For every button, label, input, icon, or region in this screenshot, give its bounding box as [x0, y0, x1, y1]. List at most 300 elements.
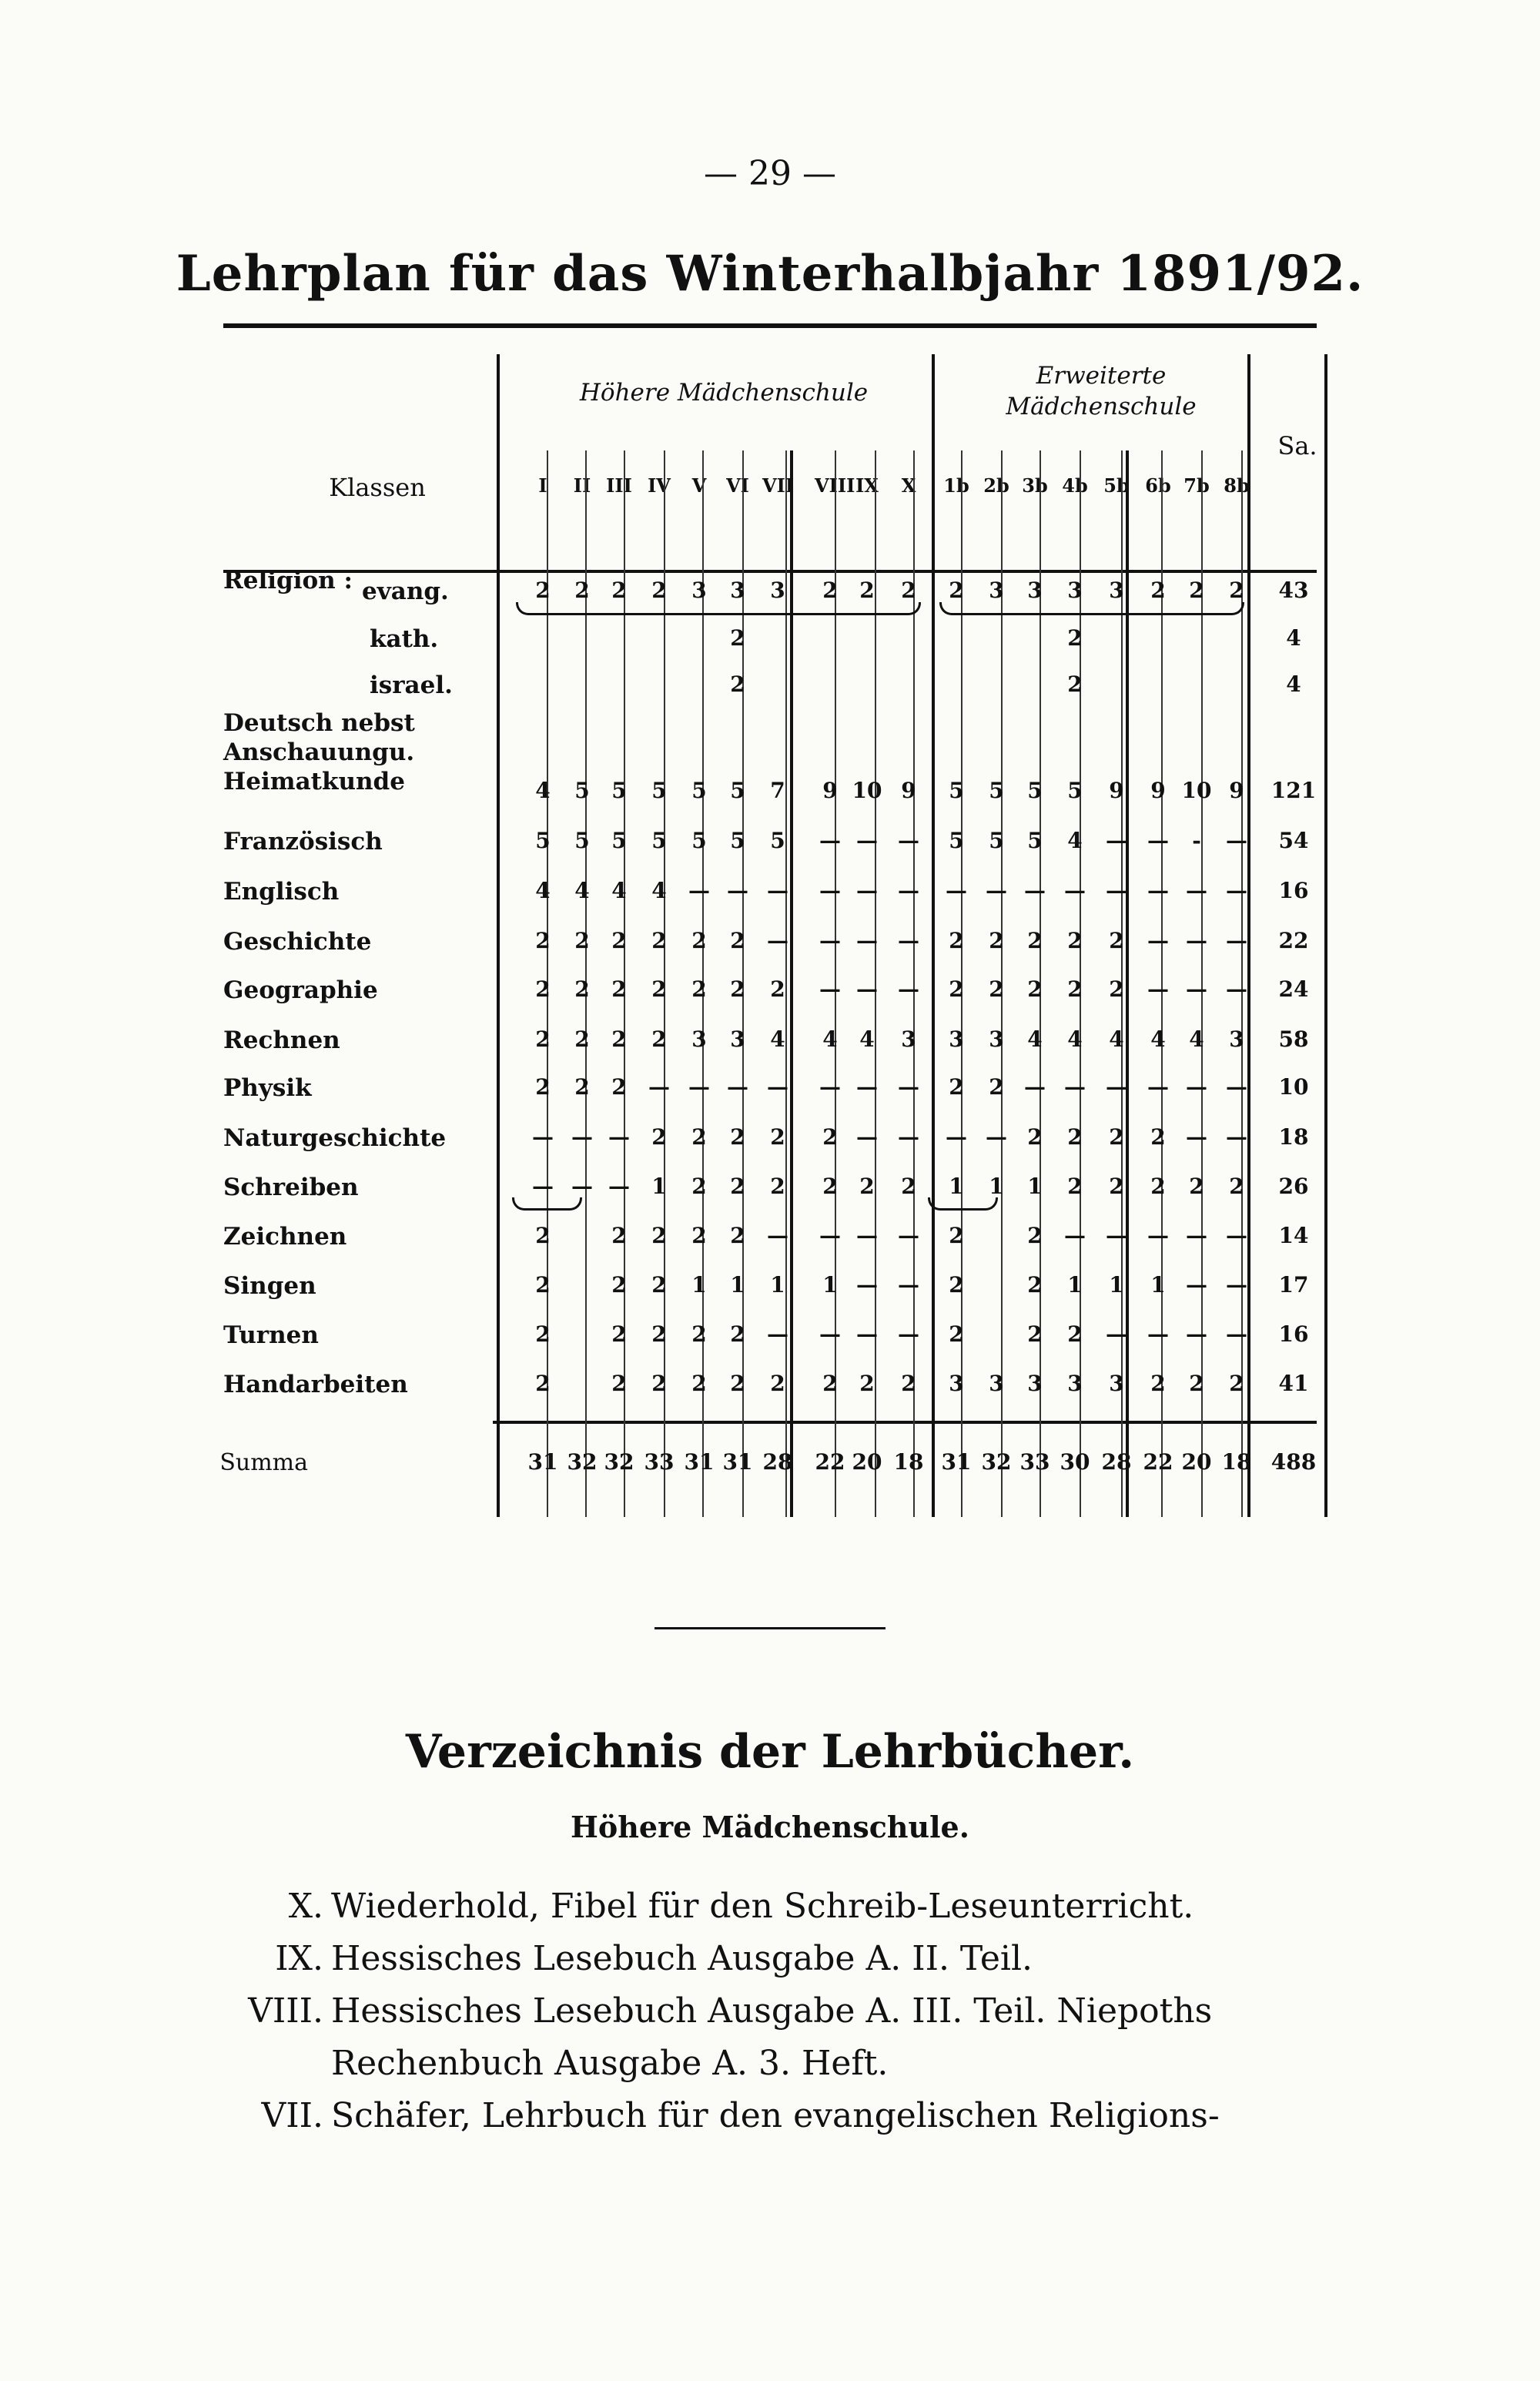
table-cell: 2 — [1229, 1174, 1244, 1199]
table-cell: 2 — [989, 928, 1004, 953]
row-total: 43 — [1278, 578, 1309, 603]
column-header: 8b — [1224, 474, 1250, 497]
table-cell: — — [1186, 1321, 1207, 1347]
table-cell: — — [1147, 928, 1169, 953]
summa-cell: 31 — [684, 1449, 715, 1475]
table-cell: 2 — [822, 1174, 838, 1199]
table-cell: 2 — [611, 1371, 627, 1396]
table-cell: 5 — [1027, 828, 1043, 853]
table-cell: 2 — [901, 1371, 916, 1396]
group-header-hoehere: Höhere Mädchenschule — [579, 379, 869, 407]
table-cell: 2 — [770, 1174, 785, 1199]
summa-cell: 30 — [1060, 1449, 1090, 1475]
table-cell: — — [1186, 1223, 1207, 1248]
table-cell: — — [571, 1174, 593, 1199]
table-cell: 2 — [651, 1124, 667, 1150]
table-cell: 5 — [1027, 778, 1043, 803]
table-cell: — — [946, 878, 967, 903]
section-rule — [654, 1627, 886, 1629]
row-label-7: Geographie — [223, 976, 378, 1004]
table-cell: 2 — [535, 928, 551, 953]
row-total: 26 — [1278, 1174, 1309, 1199]
table-cell: — — [1106, 828, 1127, 853]
table-cell: 2 — [535, 578, 551, 603]
table-cell: — — [1226, 928, 1247, 953]
column-header: 5b — [1103, 474, 1130, 497]
table-cell: — — [1106, 878, 1127, 903]
row-total: 41 — [1278, 1371, 1309, 1396]
table-cell: 9 — [1150, 778, 1166, 803]
table-cell: — — [532, 1124, 554, 1150]
table-cell: — — [856, 878, 878, 903]
table-cell: 2 — [1067, 1174, 1083, 1199]
table-cell: — — [767, 878, 788, 903]
sum-label: Sa. — [1277, 431, 1317, 460]
summa-cell: 28 — [762, 1449, 793, 1475]
row-total: 24 — [1278, 976, 1309, 1002]
table-cell: 2 — [535, 1321, 551, 1347]
column-header: 4b — [1062, 474, 1088, 497]
table-cell: 2 — [611, 1223, 627, 1248]
table-cell: 4 — [1189, 1026, 1204, 1052]
table-cell: 2 — [1150, 1174, 1166, 1199]
table-cell: 5 — [1067, 778, 1083, 803]
religion-label: Religion : — [223, 567, 353, 594]
table-cell: 3 — [989, 1371, 1004, 1396]
table-cell: 2 — [535, 1272, 551, 1298]
table-cell: 2 — [651, 1272, 667, 1298]
table-cell: 2 — [691, 976, 707, 1002]
table-cell: 2 — [1027, 1321, 1043, 1347]
table-cell: — — [1226, 1074, 1247, 1100]
table-cell: — — [727, 878, 748, 903]
table-cell: 2 — [1027, 1223, 1043, 1248]
table-cell: 3 — [1109, 1371, 1124, 1396]
table-cell: 2 — [770, 976, 785, 1002]
table-cell: 2 — [535, 1026, 551, 1052]
table-cell: — — [1226, 1272, 1247, 1298]
table-cell: — — [856, 928, 878, 953]
table-cell: — — [856, 1223, 878, 1248]
table-cell: 4 — [1067, 1026, 1083, 1052]
table-cell: 2 — [730, 1371, 745, 1396]
table-cell: — — [1106, 1223, 1127, 1248]
title-rule — [223, 323, 1317, 328]
table-cell: — — [898, 1124, 919, 1150]
table-cell: 3 — [949, 1026, 964, 1052]
table-cell: 2 — [1067, 625, 1083, 651]
row-label-1: kath. — [370, 625, 439, 653]
summa-cell: 31 — [722, 1449, 753, 1475]
row-label-14: Turnen — [223, 1321, 319, 1349]
table-cell: 2 — [611, 928, 627, 953]
book-entry: Wiederhold, Fibel für den Schreib-Leseunterricht. — [331, 1887, 1194, 1926]
table-cell: 4 — [1150, 1026, 1166, 1052]
row-label-12: Zeichnen — [223, 1223, 347, 1251]
table-cell: 2 — [535, 1371, 551, 1396]
table-cell: 2 — [730, 1124, 745, 1150]
table-cell: 2 — [691, 1223, 707, 1248]
table-cell: 4 — [535, 778, 551, 803]
table-cell: — — [1064, 878, 1086, 903]
table-cell: 2 — [611, 1272, 627, 1298]
summa-cell: 20 — [852, 1449, 882, 1475]
table-cell: — — [532, 1174, 554, 1199]
table-cell: — — [1226, 1124, 1247, 1150]
table-cell: 2 — [1189, 578, 1204, 603]
table-cell: 1 — [691, 1272, 707, 1298]
summa-cell: 22 — [1143, 1449, 1173, 1475]
table-cell: — — [1147, 1074, 1169, 1100]
summa-cell: 32 — [567, 1449, 598, 1475]
column-header: I — [538, 474, 547, 497]
table-cell: 2 — [691, 928, 707, 953]
table-cell: 10 — [852, 778, 882, 803]
table-cell: 3 — [1027, 1371, 1043, 1396]
table-cell: 2 — [651, 1371, 667, 1396]
table-cell: 2 — [574, 578, 590, 603]
row-label-13: Singen — [223, 1272, 316, 1300]
table-cell: — — [608, 1174, 630, 1199]
table-cell: 5 — [989, 778, 1004, 803]
table-cell: 2 — [770, 1124, 785, 1150]
table-cell: — — [986, 1124, 1007, 1150]
table-cell: — — [1024, 878, 1046, 903]
table-cell: — — [898, 1074, 919, 1100]
row-total: 121 — [1270, 778, 1317, 803]
table-cell: 2 — [611, 1026, 627, 1052]
table-cell: 3 — [1229, 1026, 1244, 1052]
summa-cell: 22 — [815, 1449, 845, 1475]
column-header: X — [901, 474, 916, 497]
table-cell: — — [1226, 828, 1247, 853]
table-cell: 2 — [651, 1026, 667, 1052]
row-total: 4 — [1286, 625, 1301, 651]
table-cell: 2 — [1229, 578, 1244, 603]
table-cell: 4 — [1027, 1026, 1043, 1052]
row-label-deutsch: Deutsch nebst Anschauungu. Heimatkunde — [223, 709, 415, 795]
table-cell: 2 — [1109, 1124, 1124, 1150]
summa-rule — [493, 1421, 1317, 1424]
table-cell: 2 — [770, 1371, 785, 1396]
table-cell: — — [1226, 1223, 1247, 1248]
table-cell: 5 — [730, 778, 745, 803]
table-cell: — — [727, 1074, 748, 1100]
table-cell: 4 — [651, 878, 667, 903]
table-cell: 2 — [535, 1074, 551, 1100]
row-total: 18 — [1278, 1124, 1309, 1150]
row-label-9: Physik — [223, 1074, 312, 1102]
table-cell: — — [856, 1124, 878, 1150]
table-cell: — — [1147, 878, 1169, 903]
summa-cell: 33 — [644, 1449, 675, 1475]
table-cell: 1 — [651, 1174, 667, 1199]
table-cell: 5 — [651, 828, 667, 853]
book-entry: Hessisches Lesebuch Ausgabe A. III. Teil. Niepoths — [331, 1991, 1213, 2031]
table-cell: — — [898, 1272, 919, 1298]
table-cell: — — [1186, 1272, 1207, 1298]
row-total: 22 — [1278, 928, 1309, 953]
summa-cell: 18 — [1221, 1449, 1252, 1475]
book-number: X. — [288, 1887, 323, 1926]
table-cell: 2 — [730, 1174, 745, 1199]
header-rule — [223, 570, 1317, 573]
table-cell: 2 — [574, 1074, 590, 1100]
row-label-2: israel. — [370, 671, 453, 699]
table-cell: — — [856, 1272, 878, 1298]
row-label-8: Rechnen — [223, 1026, 340, 1054]
column-header: IV — [648, 474, 671, 497]
table-cell: — — [819, 1223, 841, 1248]
summa-cell: 32 — [981, 1449, 1012, 1475]
column-header: 2b — [983, 474, 1009, 497]
table-cell: 5 — [770, 828, 785, 853]
table-cell: 2 — [859, 1371, 875, 1396]
table-cell: — — [986, 878, 1007, 903]
table-cell: — — [1064, 1074, 1086, 1100]
table-cell: 2 — [1150, 1371, 1166, 1396]
table-cell: — — [898, 928, 919, 953]
table-cell: 5 — [949, 778, 964, 803]
table-cell: 3 — [730, 578, 745, 603]
table-cell: — — [1147, 976, 1169, 1002]
table-cell: — — [1226, 1321, 1247, 1347]
row-label-11: Schreiben — [223, 1174, 359, 1201]
column-header: 1b — [943, 474, 969, 497]
table-cell: 2 — [535, 1223, 551, 1248]
table-cell: 3 — [989, 578, 1004, 603]
summa-cell: 32 — [604, 1449, 634, 1475]
table-cell: 2 — [1067, 928, 1083, 953]
summa-cell: 18 — [893, 1449, 924, 1475]
table-cell: 3 — [1027, 578, 1043, 603]
row-total: 16 — [1278, 878, 1309, 903]
table-cell: 2 — [651, 976, 667, 1002]
column-divider-major — [1324, 354, 1327, 1517]
table-cell: 4 — [611, 878, 627, 903]
table-cell: 9 — [901, 778, 916, 803]
table-cell: 2 — [1150, 1124, 1166, 1150]
table-cell: 9 — [1109, 778, 1124, 803]
column-header: 7b — [1183, 474, 1210, 497]
group-header-erweiterte-2: Mädchenschule — [1006, 393, 1197, 420]
table-cell: 1 — [989, 1174, 1004, 1199]
books-subheading: Höhere Mädchenschule. — [571, 1810, 969, 1844]
table-cell: 10 — [1181, 778, 1212, 803]
book-number: IX. — [275, 1939, 323, 1978]
table-cell: 5 — [949, 828, 964, 853]
table-cell: 1 — [1109, 1272, 1124, 1298]
table-cell: 2 — [730, 625, 745, 651]
table-cell: 2 — [730, 1223, 745, 1248]
table-cell: 1 — [1150, 1272, 1166, 1298]
table-cell: 2 — [574, 1026, 590, 1052]
column-header: VI — [726, 474, 749, 497]
summa-total: 488 — [1270, 1449, 1317, 1475]
row-label-15: Handarbeiten — [223, 1371, 408, 1398]
table-cell: 2 — [901, 1174, 916, 1199]
table-cell: 2 — [1067, 671, 1083, 697]
table-cell: 2 — [1027, 976, 1043, 1002]
table-cell: 3 — [691, 1026, 707, 1052]
table-cell: 1 — [1067, 1272, 1083, 1298]
table-cell: — — [819, 976, 841, 1002]
summa-cell: 20 — [1181, 1449, 1212, 1475]
table-cell: 5 — [574, 828, 590, 853]
table-cell: 5 — [611, 778, 627, 803]
table-cell: — — [1064, 1223, 1086, 1248]
table-cell: 1 — [949, 1174, 964, 1199]
table-cell: 2 — [1027, 1124, 1043, 1150]
book-entry: Schäfer, Lehrbuch für den evangelischen Religions- — [331, 2096, 1220, 2135]
table-cell: — — [1147, 1223, 1169, 1248]
table-cell: 4 — [1067, 828, 1083, 853]
table-cell: 2 — [1067, 1124, 1083, 1150]
group-header-erweiterte-1: Erweiterte — [1036, 362, 1167, 390]
book-number: VIII. — [248, 1991, 323, 2031]
row-total: 16 — [1278, 1321, 1309, 1347]
table-cell: 3 — [1109, 578, 1124, 603]
table-cell: 2 — [691, 1371, 707, 1396]
summa-cell: 28 — [1101, 1449, 1132, 1475]
column-header: 3b — [1022, 474, 1048, 497]
books-heading: Verzeichnis der Lehrbücher. — [405, 1725, 1135, 1779]
table-cell: 3 — [1067, 1371, 1083, 1396]
table-cell: 2 — [651, 578, 667, 603]
table-cell: 5 — [574, 778, 590, 803]
table-cell: 4 — [770, 1026, 785, 1052]
table-cell: 9 — [1229, 778, 1244, 803]
table-cell: 3 — [691, 578, 707, 603]
table-cell: 4 — [1109, 1026, 1124, 1052]
table-cell: 2 — [822, 1124, 838, 1150]
table-cell: 2 — [949, 976, 964, 1002]
table-cell: 2 — [1109, 1174, 1124, 1199]
row-total: 17 — [1278, 1272, 1309, 1298]
table-cell: 2 — [989, 1074, 1004, 1100]
column-header: V — [691, 474, 707, 497]
table-cell: — — [1186, 928, 1207, 953]
table-cell: — — [1186, 976, 1207, 1002]
table-cell: 2 — [1229, 1371, 1244, 1396]
table-cell: 3 — [770, 578, 785, 603]
page-title: Lehrplan für das Winterhalbjahr 1891/92. — [176, 245, 1364, 303]
table-cell: — — [856, 828, 878, 853]
page-number: — 29 — — [704, 154, 836, 193]
table-cell: — — [1106, 1074, 1127, 1100]
row-total: 54 — [1278, 828, 1309, 853]
table-cell: 1 — [730, 1272, 745, 1298]
book-entry: Rechenbuch Ausgabe A. 3. Heft. — [331, 2044, 889, 2083]
column-divider-major — [932, 354, 935, 1517]
table-cell: 2 — [1109, 928, 1124, 953]
column-header: II — [573, 474, 591, 497]
column-header: IX — [855, 474, 879, 497]
table-cell: 2 — [949, 1074, 964, 1100]
table-cell: — — [898, 828, 919, 853]
table-cell: 1 — [1027, 1174, 1043, 1199]
table-cell: — — [688, 1074, 710, 1100]
table-cell: 2 — [651, 1321, 667, 1347]
table-cell: 2 — [651, 1223, 667, 1248]
book-number: VII. — [261, 2096, 323, 2135]
table-cell: 2 — [822, 578, 838, 603]
table-cell: 2 — [1189, 1371, 1204, 1396]
row-total: 58 — [1278, 1026, 1309, 1052]
column-header: VII — [762, 474, 795, 497]
row-label-6: Geschichte — [223, 928, 372, 956]
table-cell: — — [819, 1074, 841, 1100]
table-cell: 1 — [770, 1272, 785, 1298]
table-cell: 2 — [822, 1371, 838, 1396]
table-cell: — — [1024, 1074, 1046, 1100]
religion-brace — [516, 602, 921, 615]
table-cell: - — [1192, 828, 1201, 853]
table-cell: 5 — [989, 828, 1004, 853]
summa-label: Summa — [219, 1449, 308, 1476]
row-label-5: Englisch — [223, 878, 340, 906]
table-cell: — — [856, 976, 878, 1002]
row-label-4: Französisch — [223, 828, 383, 856]
column-header: 6b — [1145, 474, 1171, 497]
table-cell: — — [1186, 1074, 1207, 1100]
table-cell: — — [1186, 1124, 1207, 1150]
combined-brace — [512, 1197, 582, 1211]
column-header: III — [606, 474, 632, 497]
table-cell: — — [819, 928, 841, 953]
table-cell: 5 — [691, 778, 707, 803]
table-cell: — — [898, 1321, 919, 1347]
table-cell: 9 — [822, 778, 838, 803]
table-cell: 2 — [949, 1223, 964, 1248]
row-total: 4 — [1286, 671, 1301, 697]
table-cell: 2 — [730, 671, 745, 697]
table-cell: 2 — [1067, 976, 1083, 1002]
table-cell: — — [856, 1074, 878, 1100]
table-cell: 1 — [822, 1272, 838, 1298]
table-cell: 2 — [1067, 1321, 1083, 1347]
table-cell: 3 — [901, 1026, 916, 1052]
table-cell: 2 — [901, 578, 916, 603]
table-cell: 2 — [859, 578, 875, 603]
table-cell: — — [819, 1321, 841, 1347]
table-cell: — — [898, 878, 919, 903]
table-cell: 2 — [574, 928, 590, 953]
table-cell: — — [946, 1124, 967, 1150]
table-cell: 2 — [611, 976, 627, 1002]
table-cell: — — [571, 1124, 593, 1150]
table-cell: 5 — [535, 828, 551, 853]
column-header: VIII — [815, 474, 855, 497]
table-cell: 4 — [574, 878, 590, 903]
table-cell: — — [1226, 976, 1247, 1002]
table-cell: 3 — [989, 1026, 1004, 1052]
table-cell: 2 — [949, 928, 964, 953]
table-cell: 2 — [949, 1272, 964, 1298]
table-cell: — — [648, 1074, 670, 1100]
table-cell: 7 — [770, 778, 785, 803]
table-cell: — — [767, 1321, 788, 1347]
table-cell: 2 — [1027, 928, 1043, 953]
table-cell: 2 — [1189, 1174, 1204, 1199]
row-label-0: evang. — [362, 578, 449, 605]
table-cell: 2 — [574, 976, 590, 1002]
table-cell: — — [608, 1124, 630, 1150]
table-cell: — — [767, 1223, 788, 1248]
table-cell: 3 — [730, 1026, 745, 1052]
table-cell: 2 — [859, 1174, 875, 1199]
row-total: 14 — [1278, 1223, 1309, 1248]
